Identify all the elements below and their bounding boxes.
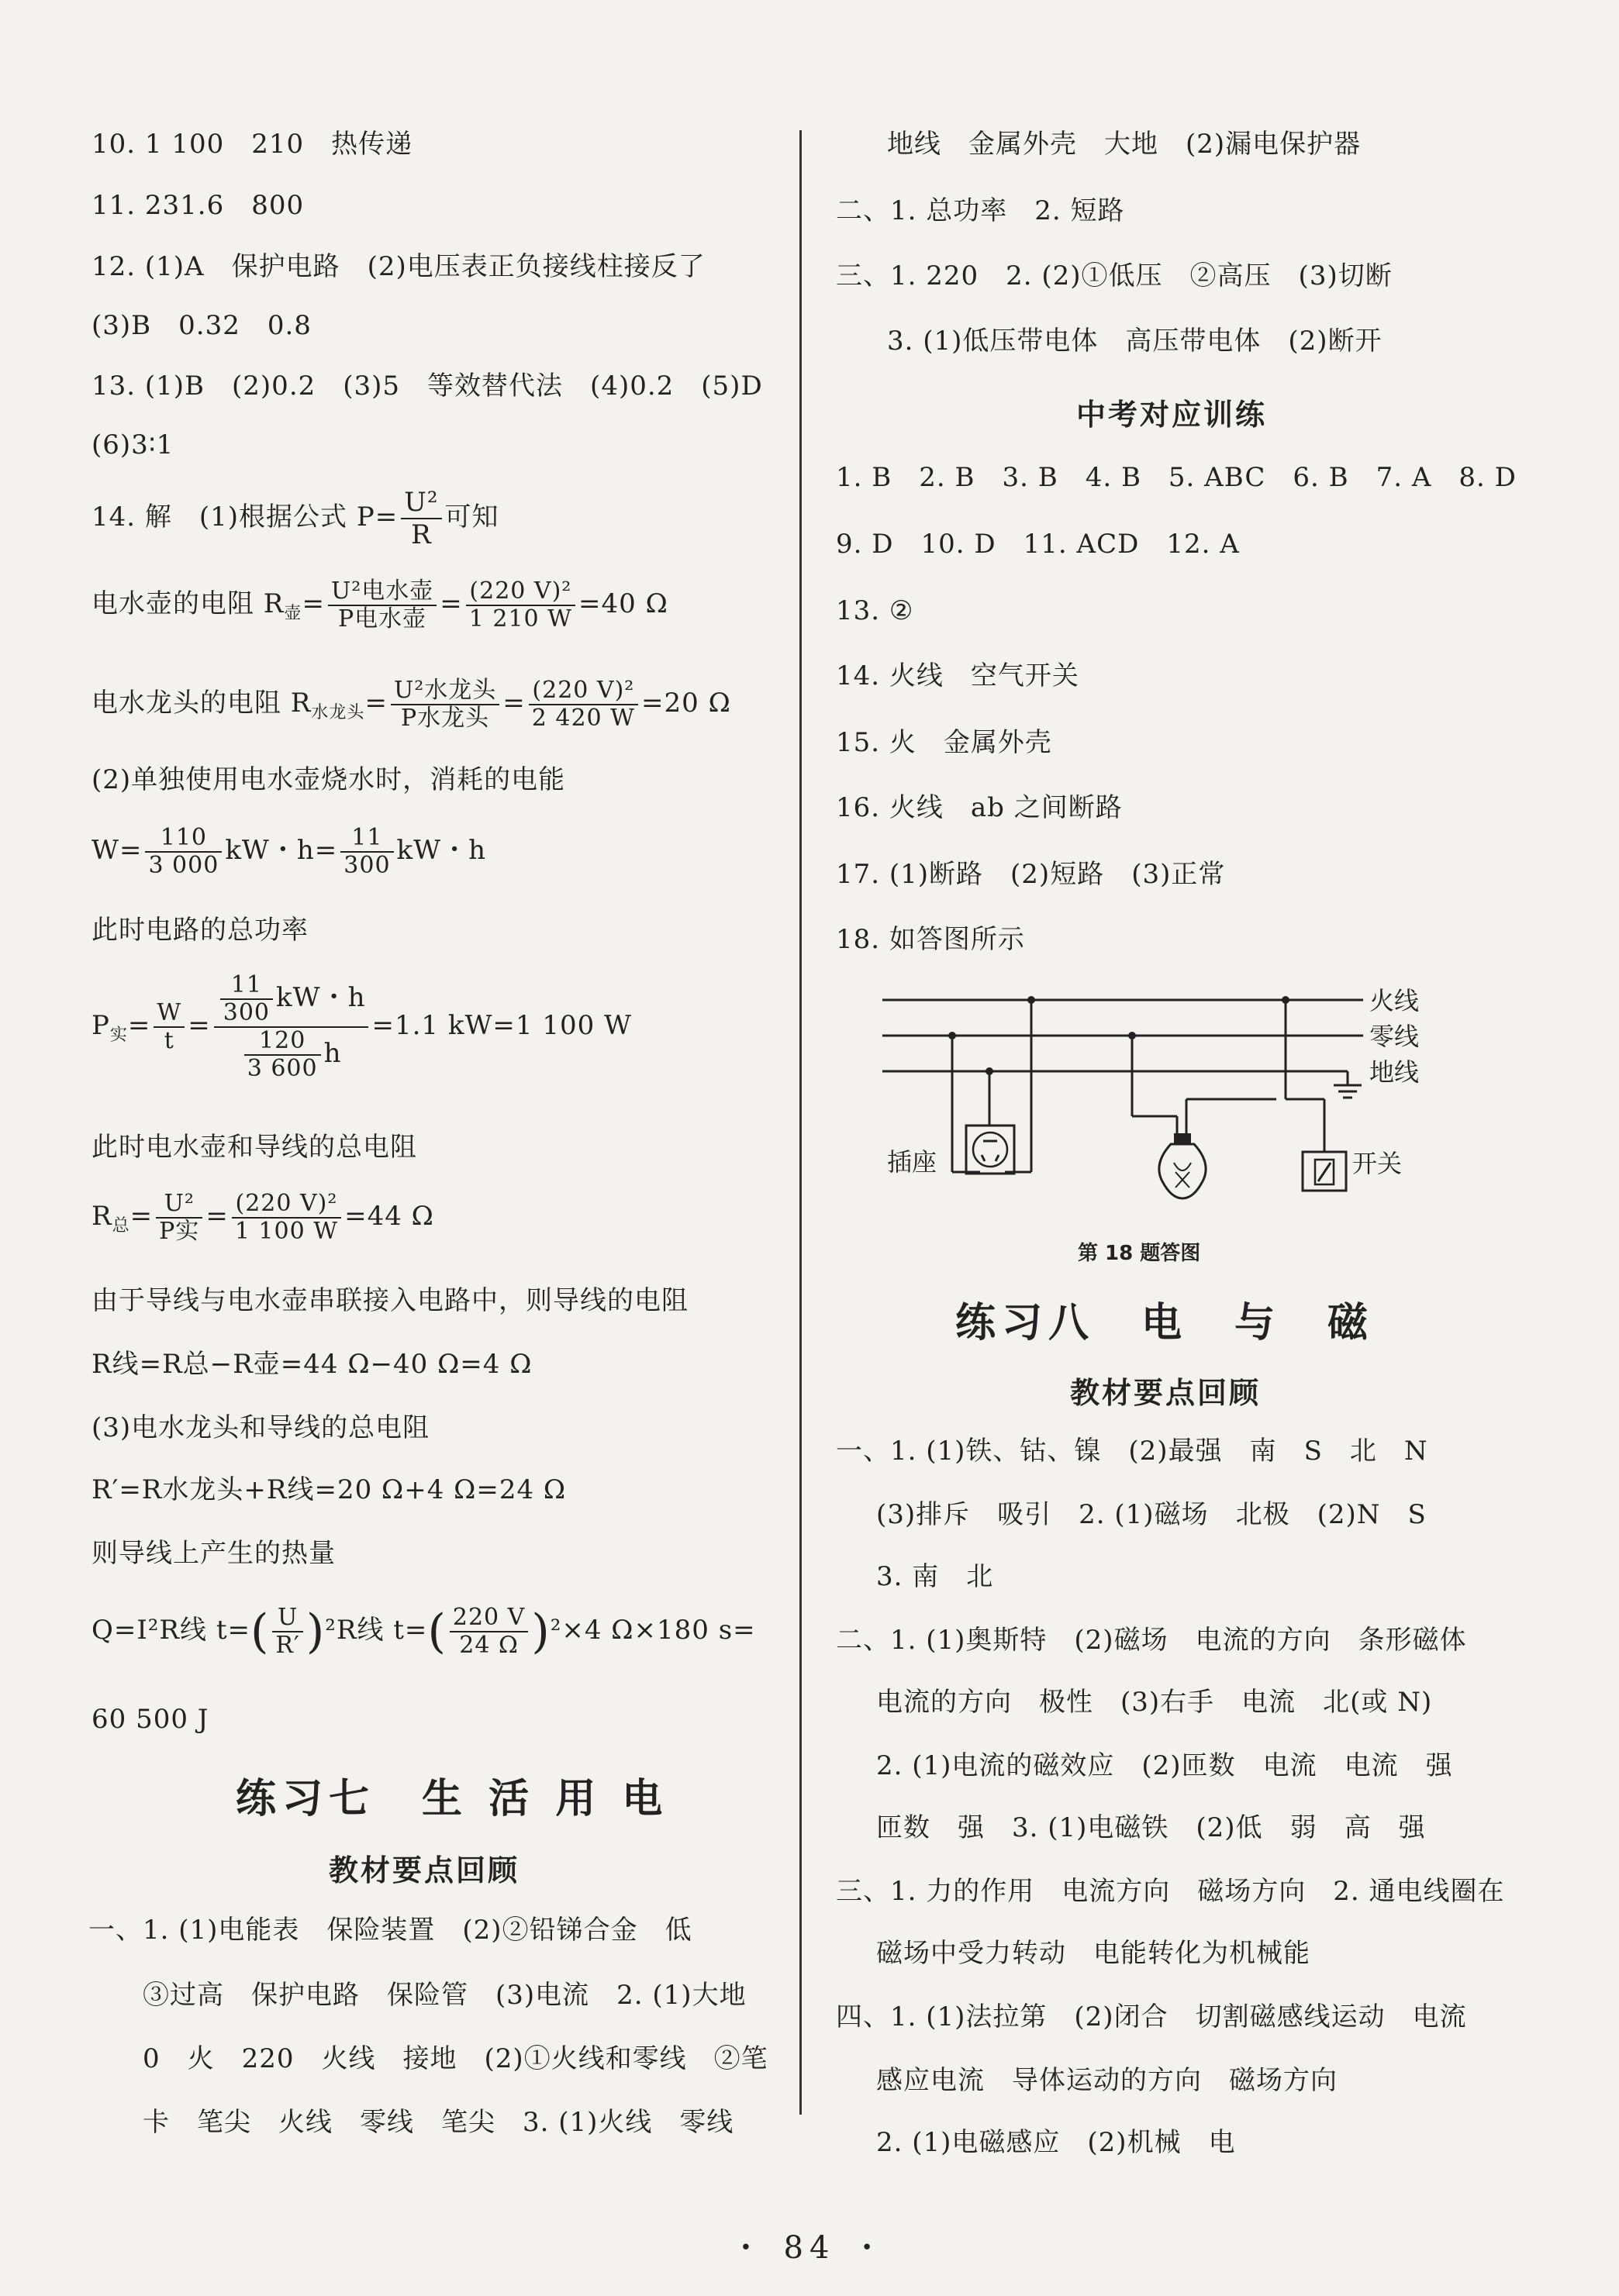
unit: h (323, 1038, 342, 1069)
answer-11: 11. 231.6 800 (91, 190, 305, 221)
p-sub: 实 (109, 1025, 128, 1045)
s7-item-1d: 卡 笔尖 火线 零线 笔尖 3. (1)火线 零线 (143, 2107, 734, 2138)
fraction-numerator: 120 (244, 1028, 321, 1056)
line-resistance: R线=R总−R壶=44 Ω−40 Ω=4 Ω (91, 1349, 533, 1380)
fraction-denominator: t (164, 1027, 174, 1054)
r-prime: R′=R水龙头+R线=20 Ω+4 Ω=24 Ω (91, 1474, 567, 1505)
zk-line-2: 9. D 10. D 11. ACD 12. A (836, 529, 1240, 560)
fraction-denominator: 2 420 W (531, 705, 636, 732)
s8-1c: 3. 南 北 (876, 1561, 994, 1592)
fraction-denominator: R (411, 519, 432, 550)
s8-4b: 感应电流 导体运动的方向 磁场方向 (876, 2065, 1338, 2096)
zk-13: 13. ② (836, 595, 914, 626)
s8-4c: 2. (1)电磁感应 (2)机械 电 (876, 2127, 1236, 2158)
r-line-2: 二、1. 总功率 2. 短路 (836, 195, 1125, 226)
r-line-4: 3. (1)低压带电体 高压带电体 (2)断开 (887, 326, 1383, 357)
rt-sub: 总 (112, 1215, 130, 1236)
s8-2d: 匝数 强 3. (1)电磁铁 (2)低 弱 高 强 (876, 1812, 1426, 1843)
kettle-res-value: =40 Ω (578, 588, 668, 619)
fraction-denominator: 24 Ω (459, 1632, 519, 1659)
s8-1b: (3)排斥 吸引 2. (1)磁场 北极 (2)N S (876, 1499, 1427, 1530)
lamp-switch-wiring (1128, 996, 1324, 1152)
answer-13-b: (6)3∶1 (91, 429, 174, 460)
inner-fraction (220, 972, 273, 1026)
fraction-denominator: R′ (275, 1632, 300, 1659)
fraction-denominator: P电水壶 (338, 605, 427, 633)
paren-close: ) (531, 1605, 551, 1659)
zk-18: 18. 如答图所示 (836, 924, 1025, 955)
fraction-numerator: (220 V)² (529, 677, 638, 705)
formula-intro-text: 14. 解 (1)根据公式 P= (91, 502, 399, 533)
fraction-denominator: 3 600 (247, 1055, 318, 1082)
power-intro: 此时电路的总功率 (91, 915, 309, 946)
s8-2b: 电流的方向 极性 (3)右手 电流 北(或 N) (876, 1687, 1433, 1718)
kettle-resistance-line: 电水壶的电阻 $R_壶=$ $\frac{\text{U²电水壶}}{\text{P电水壶}}$ = $\frac{\text{(220 V)²}}{1 210 W}$ =40 Ω (91, 577, 668, 633)
zero-line-label: 零线 (1369, 1022, 1420, 1051)
s8-2a: 二、1. (1)奥斯特 (2)磁场 电流的方向 条形磁体 (836, 1625, 1467, 1656)
socket-wiring (948, 996, 1035, 1172)
p-wt-fraction (154, 1000, 185, 1054)
fraction-numerator: 11 (220, 972, 273, 1000)
fraction-numerator: (220 V)² (466, 578, 575, 606)
rt-fraction-1 (156, 1191, 202, 1245)
p-compound-fraction (214, 972, 369, 1082)
heat-result: 60 500 J (91, 1704, 209, 1735)
q-end: ²×4 Ω×180 s= (550, 1615, 756, 1646)
kettle-fraction-2 (466, 578, 575, 633)
lamp-icon (1159, 1133, 1206, 1198)
zhongkao-title: 中考对应训练 (1076, 398, 1268, 432)
compound-numerator (214, 972, 369, 1028)
paren-open: ( (427, 1605, 447, 1659)
w-mid: kW・h= (225, 835, 338, 866)
zk-line-1: 1. B 2. B 3. B 4. B 5. ABC 6. B 7. A 8. D (836, 462, 1517, 493)
s8-3a: 三、1. 力的作用 电流方向 磁场方向 2. 通电线圈在 (836, 1876, 1505, 1907)
socket-label: 插座 (887, 1147, 937, 1177)
q-start: Q=I²R线 t= (91, 1615, 250, 1646)
s8-2c: 2. (1)电流的磁效应 (2)匝数 电流 电流 强 (876, 1750, 1453, 1781)
socket-icon (966, 1126, 1014, 1174)
fraction-numerator: U² (401, 487, 441, 519)
fraction-denominator: 300 (343, 852, 391, 879)
heat-formula (91, 1605, 756, 1659)
column-divider (799, 130, 802, 2115)
section-7-title: 练习七 生 活 用 电 (236, 1776, 669, 1822)
s7-item-1b: ③过高 保护电路 保险管 (3)电流 2. (1)大地 (143, 1980, 747, 2011)
fraction-denominator: 300 (223, 999, 271, 1026)
s8-3b: 磁场中受力转动 电能转化为机械能 (876, 1938, 1310, 1969)
q-fraction-1 (272, 1605, 302, 1659)
tap-resistance-line: 电水龙头的电阻 $R_{水龙头}=$ $\frac{\text{U²水龙头}}{\text{P水龙头}}$ = $\frac{\text{(220 V)²}}{2 420 W}$ =20 Ω (91, 677, 731, 732)
w-fraction-2 (340, 825, 393, 879)
tap-res-label: 电水龙头的电阻 R (91, 688, 312, 719)
zk-14: 14. 火线 空气开关 (836, 660, 1079, 691)
fire-line-label: 火线 (1369, 986, 1420, 1015)
section-7-subtitle: 教材要点回顾 (329, 1853, 520, 1887)
unit: kW・h (276, 982, 366, 1013)
total-res-formula: $R_总=$ $\frac{\text{U²}}{\text{P实}}$ = $\frac{\text{(220 V)²}}{1 100 W}$ =44 Ω (91, 1190, 434, 1245)
fraction-numerator: U (272, 1605, 302, 1632)
section-8-title: 练习八 电 与 磁 (955, 1300, 1375, 1346)
fraction-numerator: 110 (145, 825, 222, 853)
zk-16: 16. 火线 ab 之间断路 (836, 792, 1123, 823)
zk-15: 15. 火 金属外壳 (836, 727, 1052, 758)
fraction-denominator: 1 100 W (234, 1218, 339, 1245)
ground-line-label: 地线 (1369, 1057, 1420, 1087)
switch-label: 开关 (1352, 1149, 1403, 1178)
p-label: P (91, 1010, 110, 1041)
energy-formula (91, 825, 486, 879)
fraction-denominator: 1 210 W (468, 605, 573, 633)
tap-res-sub: 水龙头 (311, 702, 365, 722)
rt-label: R (91, 1201, 112, 1232)
inner-fraction (244, 1028, 321, 1082)
fraction-denominator: P水龙头 (401, 705, 490, 732)
tap-total-intro: (3)电水龙头和导线的总电阻 (91, 1412, 430, 1443)
tap-res-value: =20 Ω (641, 688, 731, 719)
r-line-1: 地线 金属外壳 大地 (2)漏电保护器 (887, 129, 1362, 160)
compound-denominator (214, 1028, 369, 1082)
tap-fraction-2 (529, 677, 638, 732)
s7-item-1a: 一、1. (1)电能表 保险装置 (2)②铅锑合金 低 (88, 1915, 692, 1946)
energy-intro: (2)单独使用电水壶烧水时，消耗的电能 (91, 764, 566, 795)
s8-1a: 一、1. (1)铁、钴、镍 (2)最强 南 S 北 N (836, 1436, 1428, 1467)
w-fraction-1 (145, 825, 222, 879)
w-end: kW・h (396, 835, 486, 866)
kettle-res-sub: 壶 (284, 603, 302, 623)
section-8-subtitle: 教材要点回顾 (1070, 1376, 1262, 1410)
fraction-numerator: U²水龙头 (391, 677, 499, 705)
fraction-denominator: 3 000 (148, 852, 219, 879)
q-mid: ²R线 t= (325, 1615, 428, 1646)
total-res-intro: 此时电水壶和导线的总电阻 (91, 1132, 417, 1163)
answer-10: 10. 1 100 210 热传递 (91, 129, 413, 160)
answer-13-a: 13. (1)B (2)0.2 (3)5 等效替代法 (4)0.2 (5)D (91, 371, 763, 402)
diagram-caption: 第 18 题答图 (1078, 1242, 1201, 1265)
fraction-numerator: 220 V (450, 1605, 528, 1632)
fraction-numerator: W (154, 1000, 185, 1028)
fraction-numerator: U²电水壶 (328, 578, 437, 606)
fraction-numerator: U² (156, 1191, 202, 1219)
w-label: W= (91, 835, 143, 866)
circuit-diagram (836, 969, 1534, 1217)
kettle-res-label: 电水壶的电阻 R (91, 588, 285, 619)
series-intro: 由于导线与电水壶串联接入电路中，则导线的电阻 (91, 1285, 689, 1316)
answer-12-a: 12. (1)A 保护电路 (2)电压表正负接线柱接反了 (91, 251, 706, 282)
switch-icon (1303, 1152, 1346, 1191)
formula-intro-end: 可知 (444, 502, 499, 533)
r-line-3: 三、1. 220 2. (2)①低压 ②高压 (3)切断 (836, 260, 1393, 291)
fraction-numerator: (220 V)² (232, 1191, 341, 1219)
fraction-denominator: P实 (159, 1218, 200, 1245)
answer-12-b: (3)B 0.32 0.8 (91, 310, 312, 341)
heat-intro: 则导线上产生的热量 (91, 1538, 336, 1569)
rt-fraction-2 (232, 1191, 341, 1245)
paren-close: ) (306, 1605, 326, 1659)
kettle-fraction-1 (328, 578, 437, 633)
fraction-numerator: 11 (340, 825, 393, 853)
s8-4a: 四、1. (1)法拉第 (2)闭合 切割磁感线运动 电流 (836, 2001, 1467, 2032)
q-fraction-2 (450, 1605, 528, 1659)
page-number: ・ 84 ・ (730, 2230, 889, 2266)
paren-open: ( (250, 1605, 270, 1659)
answer-14-intro (91, 487, 499, 550)
ground-symbol (1334, 1071, 1362, 1098)
p-result: =1.1 kW=1 100 W (371, 1010, 632, 1041)
s7-item-1c: 0 火 220 火线 接地 (2)①火线和零线 ②笔 (143, 2043, 768, 2074)
rt-value: =44 Ω (344, 1201, 434, 1232)
power-formula-fraction (401, 487, 441, 550)
power-formula: $P_实=$ $\frac{W}{t}$ = $\frac{11}{300}$ kW・h $\frac{120}{3 600}$ h =1.1 kW=1 100 W (91, 971, 632, 1082)
zk-17: 17. (1)断路 (2)短路 (3)正常 (836, 859, 1226, 890)
tap-fraction-1 (391, 677, 499, 732)
